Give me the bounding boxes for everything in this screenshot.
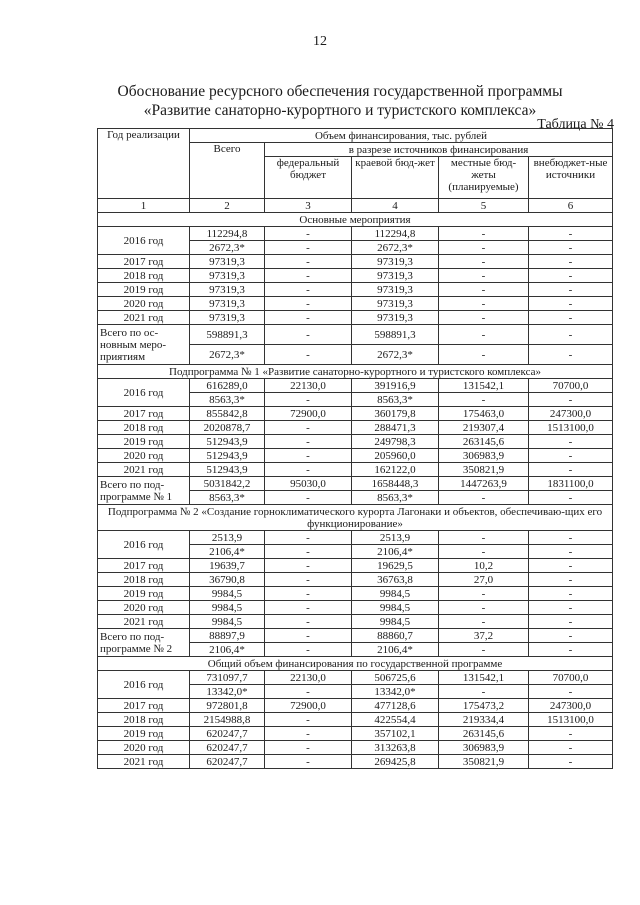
value-cell: 8563,3* (190, 393, 265, 407)
total-value-cell: 2672,3* (352, 345, 439, 365)
value-cell: - (439, 297, 529, 311)
value-cell: - (529, 393, 613, 407)
header-year: Год реализации (98, 129, 190, 199)
table-row (98, 727, 613, 741)
value-cell: - (265, 727, 352, 741)
table-row (98, 435, 613, 449)
table-header (98, 129, 613, 213)
value-cell: 19629,5 (352, 559, 439, 573)
total-value-cell: 2672,3* (190, 345, 265, 365)
table-row (98, 463, 613, 477)
value-cell: - (439, 601, 529, 615)
header-regional: краевой бюд-жет (352, 157, 439, 199)
value-cell: - (529, 297, 613, 311)
value-cell: - (265, 269, 352, 283)
value-cell: - (439, 311, 529, 325)
table-body (98, 213, 613, 769)
value-cell: 512943,9 (190, 435, 265, 449)
value-cell: 350821,9 (439, 463, 529, 477)
total-value-cell: - (265, 325, 352, 345)
value-cell: 162122,0 (352, 463, 439, 477)
header-num: 6 (529, 199, 613, 213)
value-cell: 97319,3 (352, 311, 439, 325)
table-row (98, 407, 613, 421)
title-line-2: «Развитие санаторно-курортного и туристского комплекса» (143, 102, 537, 119)
value-cell: 972801,8 (190, 699, 265, 713)
total-value-cell: 598891,3 (190, 325, 265, 345)
section-title-row (98, 505, 613, 531)
year-cell: 2016 год (98, 227, 190, 255)
value-cell: 219334,4 (439, 713, 529, 727)
document-title (60, 82, 620, 120)
value-cell: 2154988,8 (190, 713, 265, 727)
value-cell: 131542,1 (439, 379, 529, 393)
total-value-cell: 8563,3* (190, 491, 265, 505)
table-row (98, 297, 613, 311)
year-cell: 2020 год (98, 297, 190, 311)
value-cell: - (265, 713, 352, 727)
value-cell: - (529, 741, 613, 755)
value-cell: - (529, 311, 613, 325)
table-row (98, 269, 613, 283)
total-row (98, 477, 613, 491)
value-cell: - (265, 573, 352, 587)
year-cell: 2021 год (98, 615, 190, 629)
value-cell: 72900,0 (265, 407, 352, 421)
value-cell: 263145,6 (439, 435, 529, 449)
year-cell: 2017 год (98, 255, 190, 269)
value-cell: - (265, 311, 352, 325)
value-cell: 1513100,0 (529, 713, 613, 727)
total-value-cell: 95030,0 (265, 477, 352, 491)
value-cell: 1513100,0 (529, 421, 613, 435)
header-num: 5 (439, 199, 529, 213)
table-row (98, 559, 613, 573)
year-cell: 2016 год (98, 671, 190, 699)
total-value-cell: 8563,3* (352, 491, 439, 505)
page-number: 12 (313, 34, 327, 49)
value-cell: - (265, 435, 352, 449)
year-cell: 2021 год (98, 463, 190, 477)
value-cell: - (529, 283, 613, 297)
value-cell: - (265, 255, 352, 269)
value-cell: - (439, 685, 529, 699)
table-row (98, 601, 613, 615)
total-value-cell: - (439, 325, 529, 345)
table-row (98, 573, 613, 587)
value-cell: - (265, 545, 352, 559)
value-cell: 9984,5 (352, 615, 439, 629)
value-cell: 2106,4* (352, 545, 439, 559)
value-cell: 97319,3 (352, 283, 439, 297)
value-cell: 8563,3* (352, 393, 439, 407)
value-cell: 112294,8 (352, 227, 439, 241)
value-cell: 97319,3 (352, 297, 439, 311)
value-cell: - (529, 559, 613, 573)
value-cell: - (439, 615, 529, 629)
value-cell: - (265, 685, 352, 699)
total-label: Всего по под-программе № 1 (98, 477, 190, 505)
value-cell: - (529, 727, 613, 741)
total-value-cell: - (439, 345, 529, 365)
year-cell: 2019 год (98, 283, 190, 297)
value-cell: - (265, 297, 352, 311)
total-value-cell: 1831100,0 (529, 477, 613, 491)
table-row (98, 587, 613, 601)
value-cell: 2020878,7 (190, 421, 265, 435)
total-label: Всего по под-программе № 2 (98, 629, 190, 657)
value-cell: 131542,1 (439, 671, 529, 685)
value-cell: 13342,0* (190, 685, 265, 699)
total-label: Всего по ос-новным меро-приятиям (98, 325, 190, 365)
year-cell: 2016 год (98, 379, 190, 407)
value-cell: 249798,3 (352, 435, 439, 449)
total-value-cell: - (265, 643, 352, 657)
year-cell: 2019 год (98, 727, 190, 741)
value-cell: 97319,3 (190, 311, 265, 325)
value-cell: - (439, 531, 529, 545)
value-cell: - (439, 545, 529, 559)
value-cell: - (265, 741, 352, 755)
value-cell: 219307,4 (439, 421, 529, 435)
value-cell: - (529, 435, 613, 449)
value-cell: 360179,8 (352, 407, 439, 421)
value-cell: - (439, 255, 529, 269)
header-num: 1 (98, 199, 190, 213)
section-title-row (98, 657, 613, 671)
total-value-cell: 37,2 (439, 629, 529, 643)
total-value-cell: - (265, 629, 352, 643)
value-cell: - (529, 255, 613, 269)
year-cell: 2019 год (98, 435, 190, 449)
value-cell: 2513,9 (352, 531, 439, 545)
value-cell: 620247,7 (190, 755, 265, 769)
value-cell: 9984,5 (352, 601, 439, 615)
value-cell: 36763,8 (352, 573, 439, 587)
value-cell: - (529, 573, 613, 587)
year-cell: 2018 год (98, 713, 190, 727)
value-cell: 175473,2 (439, 699, 529, 713)
value-cell: 36790,8 (190, 573, 265, 587)
value-cell: 97319,3 (190, 297, 265, 311)
funding-table (97, 128, 613, 769)
value-cell: - (265, 601, 352, 615)
value-cell: - (529, 227, 613, 241)
value-cell: - (529, 615, 613, 629)
value-cell: 422554,4 (352, 713, 439, 727)
table-row (98, 713, 613, 727)
total-value-cell: - (529, 491, 613, 505)
header-local: местные бюд-жеты (планируемые) (439, 157, 529, 199)
table-row (98, 449, 613, 463)
value-cell: - (265, 283, 352, 297)
value-cell: 97319,3 (190, 255, 265, 269)
value-cell: - (265, 755, 352, 769)
value-cell: 97319,3 (352, 269, 439, 283)
total-value-cell: - (439, 643, 529, 657)
value-cell: 112294,8 (190, 227, 265, 241)
value-cell: 22130,0 (265, 671, 352, 685)
value-cell: 9984,5 (190, 615, 265, 629)
total-value-cell: - (529, 629, 613, 643)
year-cell: 2016 год (98, 531, 190, 559)
value-cell: 70700,0 (529, 671, 613, 685)
value-cell: 313263,8 (352, 741, 439, 755)
value-cell: 620247,7 (190, 741, 265, 755)
year-cell: 2017 год (98, 699, 190, 713)
section-title: Подпрограмма № 2 «Создание горноклиматического курорта Лагонаки и объектов, обеспечиваю-щих его функционирование» (98, 505, 613, 531)
value-cell: 9984,5 (190, 587, 265, 601)
total-value-cell: 2106,4* (352, 643, 439, 657)
value-cell: - (265, 531, 352, 545)
total-value-cell: 88897,9 (190, 629, 265, 643)
value-cell: 512943,9 (190, 449, 265, 463)
header-by-sources: в разрезе источников финансирования (265, 143, 613, 157)
total-value-cell: - (529, 643, 613, 657)
value-cell: 2672,3* (190, 241, 265, 255)
value-cell: - (265, 615, 352, 629)
table-row (98, 671, 613, 685)
value-cell: 350821,9 (439, 755, 529, 769)
value-cell: 97319,3 (352, 255, 439, 269)
value-cell: 731097,7 (190, 671, 265, 685)
value-cell: 10,2 (439, 559, 529, 573)
value-cell: - (439, 269, 529, 283)
year-cell: 2020 год (98, 741, 190, 755)
value-cell: - (529, 269, 613, 283)
value-cell: - (529, 449, 613, 463)
header-num: 4 (352, 199, 439, 213)
value-cell: 506725,6 (352, 671, 439, 685)
total-value-cell: 598891,3 (352, 325, 439, 345)
table-row (98, 283, 613, 297)
total-value-cell: - (529, 345, 613, 365)
value-cell: 205960,0 (352, 449, 439, 463)
value-cell: - (529, 755, 613, 769)
value-cell: 72900,0 (265, 699, 352, 713)
year-cell: 2021 год (98, 311, 190, 325)
value-cell: 2513,9 (190, 531, 265, 545)
total-row (98, 325, 613, 345)
section-title: Общий объем финансирования по государственной программе (98, 657, 613, 671)
table-row (98, 699, 613, 713)
year-cell: 2021 год (98, 755, 190, 769)
year-cell: 2017 год (98, 559, 190, 573)
table-row (98, 531, 613, 545)
value-cell: 620247,7 (190, 727, 265, 741)
year-cell: 2018 год (98, 269, 190, 283)
year-cell: 2017 год (98, 407, 190, 421)
total-value-cell: - (529, 325, 613, 345)
total-value-cell: 88860,7 (352, 629, 439, 643)
total-value-cell: 1447263,9 (439, 477, 529, 491)
value-cell: 306983,9 (439, 449, 529, 463)
value-cell: 477128,6 (352, 699, 439, 713)
header-num: 2 (190, 199, 265, 213)
value-cell: - (529, 587, 613, 601)
value-cell: - (529, 241, 613, 255)
value-cell: - (529, 463, 613, 477)
value-cell: 97319,3 (190, 283, 265, 297)
total-value-cell: - (439, 491, 529, 505)
value-cell: 247300,0 (529, 407, 613, 421)
value-cell: - (439, 587, 529, 601)
value-cell: 2672,3* (352, 241, 439, 255)
header-federal: федеральный бюджет (265, 157, 352, 199)
header-volume: Объем финансирования, тыс. рублей (190, 129, 613, 143)
value-cell: 855842,8 (190, 407, 265, 421)
table-label: Таблица № 4 (537, 117, 614, 132)
value-cell: - (529, 685, 613, 699)
title-line-1: Обоснование ресурсного обеспечения государственной программы (117, 83, 563, 100)
value-cell: 19639,7 (190, 559, 265, 573)
value-cell: 269425,8 (352, 755, 439, 769)
value-cell: 263145,6 (439, 727, 529, 741)
section-title-row (98, 213, 613, 227)
value-cell: 306983,9 (439, 741, 529, 755)
value-cell: - (265, 587, 352, 601)
header-num: 3 (265, 199, 352, 213)
value-cell: 2106,4* (190, 545, 265, 559)
value-cell: 175463,0 (439, 407, 529, 421)
header-total: Всего (190, 143, 265, 199)
value-cell: 9984,5 (352, 587, 439, 601)
total-value-cell: 2106,4* (190, 643, 265, 657)
value-cell: - (265, 393, 352, 407)
value-cell: - (265, 241, 352, 255)
total-value-cell: 1658448,3 (352, 477, 439, 491)
table-row (98, 421, 613, 435)
value-cell: - (439, 393, 529, 407)
year-cell: 2018 год (98, 573, 190, 587)
total-value-cell: - (265, 345, 352, 365)
value-cell: - (439, 283, 529, 297)
value-cell: - (265, 449, 352, 463)
header-extra: внебюджет-ные источники (529, 157, 613, 199)
year-cell: 2020 год (98, 449, 190, 463)
total-row (98, 629, 613, 643)
value-cell: 27,0 (439, 573, 529, 587)
value-cell: 616289,0 (190, 379, 265, 393)
table-row (98, 311, 613, 325)
section-title: Основные мероприятия (98, 213, 613, 227)
total-value-cell: 5031842,2 (190, 477, 265, 491)
table-row (98, 615, 613, 629)
table-row (98, 755, 613, 769)
value-cell: 97319,3 (190, 269, 265, 283)
total-value-cell: - (265, 491, 352, 505)
value-cell: - (439, 241, 529, 255)
value-cell: 13342,0* (352, 685, 439, 699)
value-cell: 512943,9 (190, 463, 265, 477)
table-row (98, 379, 613, 393)
section-title: Подпрограмма № 1 «Развитие санаторно-курортного и туристского комплекса» (98, 365, 613, 379)
value-cell: - (265, 559, 352, 573)
value-cell: - (529, 601, 613, 615)
value-cell: - (529, 531, 613, 545)
value-cell: - (265, 227, 352, 241)
value-cell: 391916,9 (352, 379, 439, 393)
value-cell: - (265, 421, 352, 435)
value-cell: 9984,5 (190, 601, 265, 615)
value-cell: - (529, 545, 613, 559)
value-cell: - (265, 463, 352, 477)
table-row (98, 227, 613, 241)
value-cell: 288471,3 (352, 421, 439, 435)
value-cell: - (439, 227, 529, 241)
value-cell: 22130,0 (265, 379, 352, 393)
section-title-row (98, 365, 613, 379)
value-cell: 357102,1 (352, 727, 439, 741)
year-cell: 2018 год (98, 421, 190, 435)
table-row (98, 741, 613, 755)
value-cell: 70700,0 (529, 379, 613, 393)
table-row (98, 255, 613, 269)
value-cell: 247300,0 (529, 699, 613, 713)
year-cell: 2019 год (98, 587, 190, 601)
year-cell: 2020 год (98, 601, 190, 615)
